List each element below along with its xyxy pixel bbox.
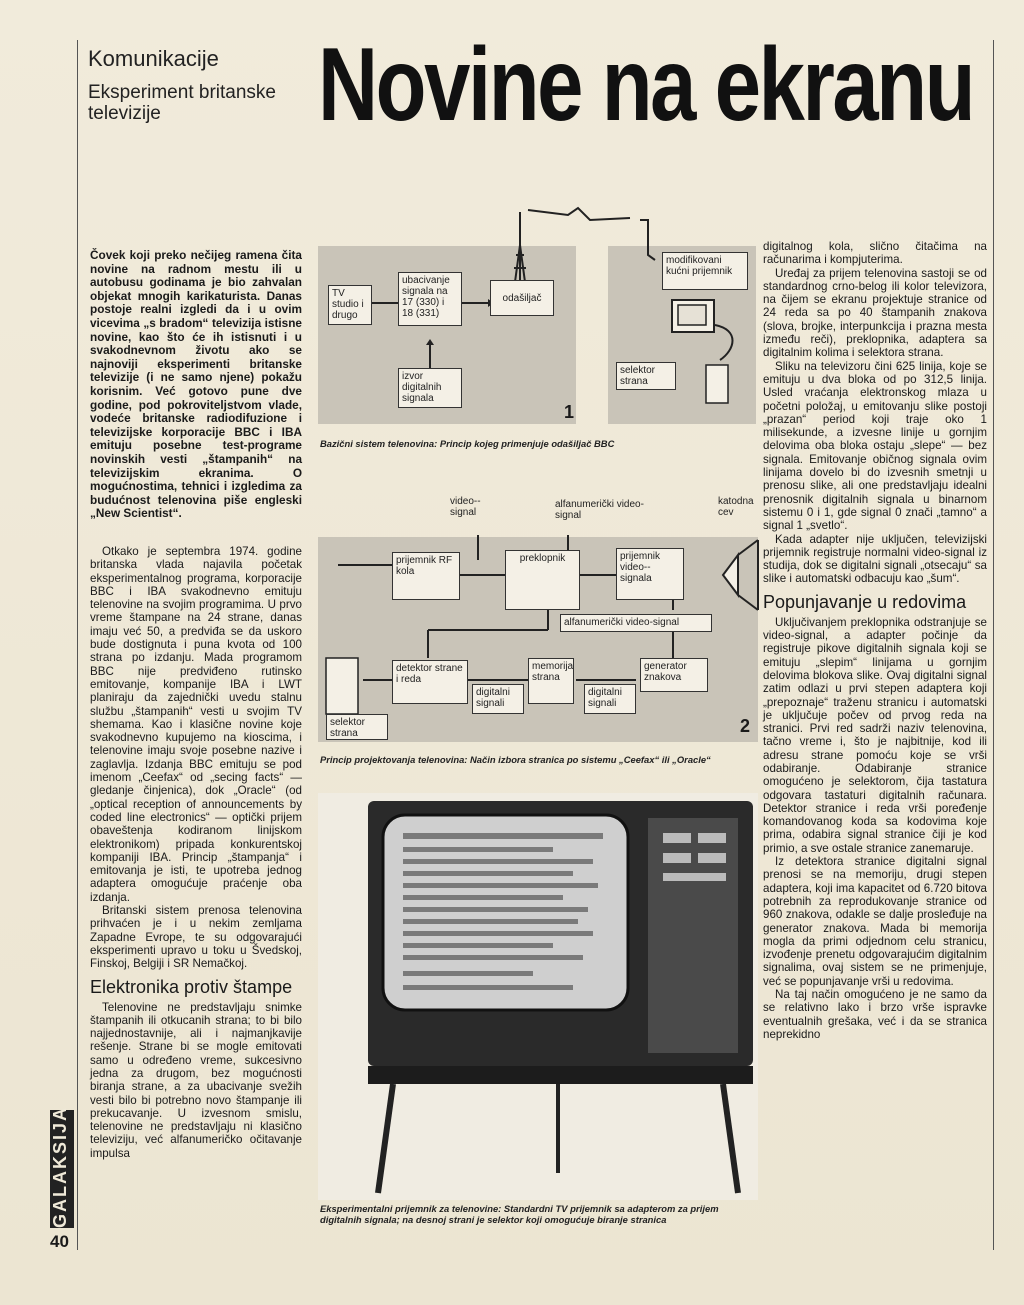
fig2-cathode-label: katodna cev (718, 496, 754, 518)
article-subtitle: Eksperiment britanske televizije (88, 82, 276, 124)
col3-p6: Iz detektora stranice digitalni signal prenosi se na memoriju, drugi stepen adaptera, koji ima kapacitet od 6.720 bitova potrebnih za reprodukovanje stranice od 960 znakova, odakle se dalje prosleđuje na generator znakova. Mada bi memorija mogla da primi odjednom celu stranicu, izvođenje prenetu odgovarajućim digitalnim signalima, ovaj sistem se ne primenjuje, već se popunjavanje vrši u redovima. (763, 855, 987, 988)
fig2-video-label: video--signal (450, 496, 481, 518)
fig1-caption: Bazični sistem telenovina: Princip kojeg primenjuje odašiljač BBC (320, 438, 615, 449)
section-label: Komunikacije (88, 46, 219, 71)
fig1-receiver: modifikovani kućni prijemnik (662, 252, 748, 290)
col3-p2: Uređaj za prijem telenovina sastoji se od standardnog crno-belog ili kolor televizora, na čijem se ekranu projektuje stranice od 24 reda sa po 40 štampanih znakova (slova, brojke, interpunkcija i prazna mesta između reči), preklopnika, adaptera sa digitalnim kolima i selektora strana. (763, 266, 987, 360)
lead-text: Čovek koji preko nečijeg ramena čita novine na radnom mestu ili u autobusu godinama je bio zahvalan objekat mnogih karikaturista. Danas postoje realni izgledi da i u ovim vicevima „s bradom“ televizija istisne novine, kao što će ih istisnuti i u svakodnevnom životu ako se najnoviji eksperimenti britanske televizije (i ne samo njene) pokažu korisnim. Već gotovo pune dve godine, pod pokroviteljstvom vlade, vodeće britanske radiodifuzione i televizijske korporacije BBC i IBA emituju posebne test-programe novinskih vesti „štampanih“ na televizijskim ekranima. O mogućnostima, tehnici i izgledima za budućnost telenovina piše engleski „New Scientist“. (90, 248, 302, 521)
fig1-tv-studio: TV studio i drugo (328, 285, 372, 325)
page-number: 40 (50, 1232, 69, 1251)
fig2-rf-receiver: prijemnik RF kola (392, 552, 460, 600)
column-3 (763, 240, 987, 1041)
col3-p1: digitalnog kola, slično čitačima na računarima i kompjuterima. (763, 240, 987, 267)
right-rule (993, 40, 994, 1250)
col1-p1: Otkako je septembra 1974. godine britanska vlada najavila početak eksperimentalnog programa, korporacije BBC i IBA svakodnevno emituju telenovine na svojim programima. U prvo vreme štampane na 24 strane, danas imaju već 50, a predviđa se da uskoro bude dostignuta i puna kvota od 100 strana po izdanju. Mada programom BBC nije predviđeno rutinsko emitovanje, kompanije IBA i LWT planiraju da zajednički uvedu stalnu službu „štampanih“ vesti u svojim TV shemama. Kao i klasične novine koje svakodnevno kupujemo na kioscima, i telenovine imaju svoje posebne nazive i zaglavlja. Izdanja BBC emituju se pod imenom „Ceefax“ od „secing facts“ — gledanje činjenica), dok „Oracle“ (od „optical reception of announcements by coded line electronics“ — optički prijem obaveštenja kodiranom linijskom elektronikom) pripada konkurentskoj kompaniji IBA. Princip „štampanja“ i emitovanja je isti, te upotreba jednog adaptera omogućuje praćenje oba izdanja. (90, 545, 302, 904)
fig2-video-receiver: prijemnik video--signala (616, 548, 684, 600)
fig1-insert-signal: ubacivanje signala na 17 (330) i 18 (331) (398, 272, 462, 326)
col3-heading: Popunjavanje u redovima (763, 591, 967, 612)
col3-p3: Sliku na televizoru čini 625 linija, koje se emituju u dva bloka od po 312,5 linija. Usled vraćanja elektronskog mlaza u početni položaj, u emitovanju slike postoji „prazan“ period koji traje oko 1 milisekunde, a izvesne linije u gornjim delovima oba bloka ostaju „slepe“ — bez signala. Emitovanje običnog signala ovim linijama dovelo bi do izvesnih smetnji u prenosu slike, ali one predstavljaju idealni prenosnik digitalnih signala u binarnom sistemu 0 i 1, gde signal 0 znači „tamno“ a signal 1 „svetlo“. (763, 359, 987, 533)
tv-receiver-photo (318, 793, 758, 1200)
fig2-generator: generator znakova (640, 658, 708, 692)
col1-heading: Elektronika protiv štampe (90, 976, 293, 997)
fig2-selector: selektor strana (326, 714, 388, 740)
fig1-transmitter: odašiljač (490, 280, 554, 316)
magazine-name: GALAKSIJA (50, 1110, 74, 1228)
lead-paragraph (90, 249, 302, 521)
fig2-alnum-label: alfanumerički video-signal (555, 499, 644, 521)
fig1-signal-source: izvor digitalnih signala (398, 368, 462, 408)
fig2-caption: Princip projektovanja telenovina: Način izbora stranica po sistemu „Ceefax“ ili „Oracle“ (320, 754, 711, 765)
fig2-alnum-bar: alfanumerički video-signal (560, 614, 712, 632)
col3-p4: Kada adapter nije uključen, televizijski prijemnik registruje normalni video-signal iz studija, dok se digitalni signali „otsecaju“ sa slike i automatski odbacuju kao „šum“. (763, 532, 987, 586)
fig2-digital-signals-1: digitalni signali (472, 684, 524, 714)
fig1-number: 1 (564, 402, 575, 422)
fig2-memory: memorija strana (528, 658, 574, 704)
column-1 (90, 545, 302, 1160)
col1-p3: Telenovine ne predstavljaju snimke štampanih ili otkucanih strana; to bi bilo najjednostavnije, ali i najmanjkavije rešenje. Strane bi se mogle emitovati samo u određeno vreme, sukcesivno jedna za drugom, bez mogućnosti biranja strane, a za ubacivanje svežih vesti bilo bi potrebno novo štampanje ili prekucavanje. U izvesnom smislu, telenovine ne predstavljaju ni klasično televiziju, već alfanumeričko očitavanje impulsa (90, 1000, 302, 1160)
fig2-digital-signals-2: digitalni signali (584, 684, 636, 714)
left-rule (77, 40, 78, 1250)
fig2-switch: preklopnik (505, 550, 580, 610)
tv-receiver-illustration (318, 793, 758, 1200)
col1-p2: Britanski sistem prenosa telenovina prihvaćen je i u nekim zemljama Zapadne Evrope, te su odgovarajući eksperimenti upravo u toku u Švedskoj, Finskoj, Belgiji i SR Nemačkoj. (90, 904, 302, 971)
article-headline: Novine na ekranu (318, 27, 974, 143)
fig2-detector: detektor strane i reda (392, 660, 468, 704)
fig1-selector: selektor strana (616, 362, 676, 390)
col3-p5: Uključivanjem preklopnika odstranjuje se video-signal, a adapter počinje da registruje pikove digitalnih signala koji se emituju „slepim“ linijama u gornjim delovima blokova slike. Ovaj digitalni signal zatim odlazi u prvi stepen adaptera koji „prepoznaje“ traženu stranicu i automatski je uključuje počev od prvog reda na stranici. Prvi red sadrži naziv telenovina, tačno vreme i, što je najbitnije, kod ili adresu strane pomoću koje se vrši odabiranje. Odabiranje stranice omogućeno je selektorom, čija tastatura odgovara tastaturi digitalnih računara. Detektor stranice i reda vrši poređenje komandovanog koda sa kodovima koje prima, odabira signal stranice čiji je kod primio, a sve ostale stranice zanemaruje. (763, 615, 987, 855)
fig3-caption: Eksperimentalni prijemnik za telenovine: Standardni TV prijemnik sa adapterom za prijem digitalnih signala; na desnoj strani je selektor koji omogućuje biranje stranica (320, 1203, 719, 1225)
fig2-number: 2 (740, 716, 751, 736)
col3-p7: Na taj način omogućeno je ne samo da se relativno lako i brzo vrše ispravke eventualnih grešaka, već i da se stranica neprekidno (763, 988, 987, 1041)
